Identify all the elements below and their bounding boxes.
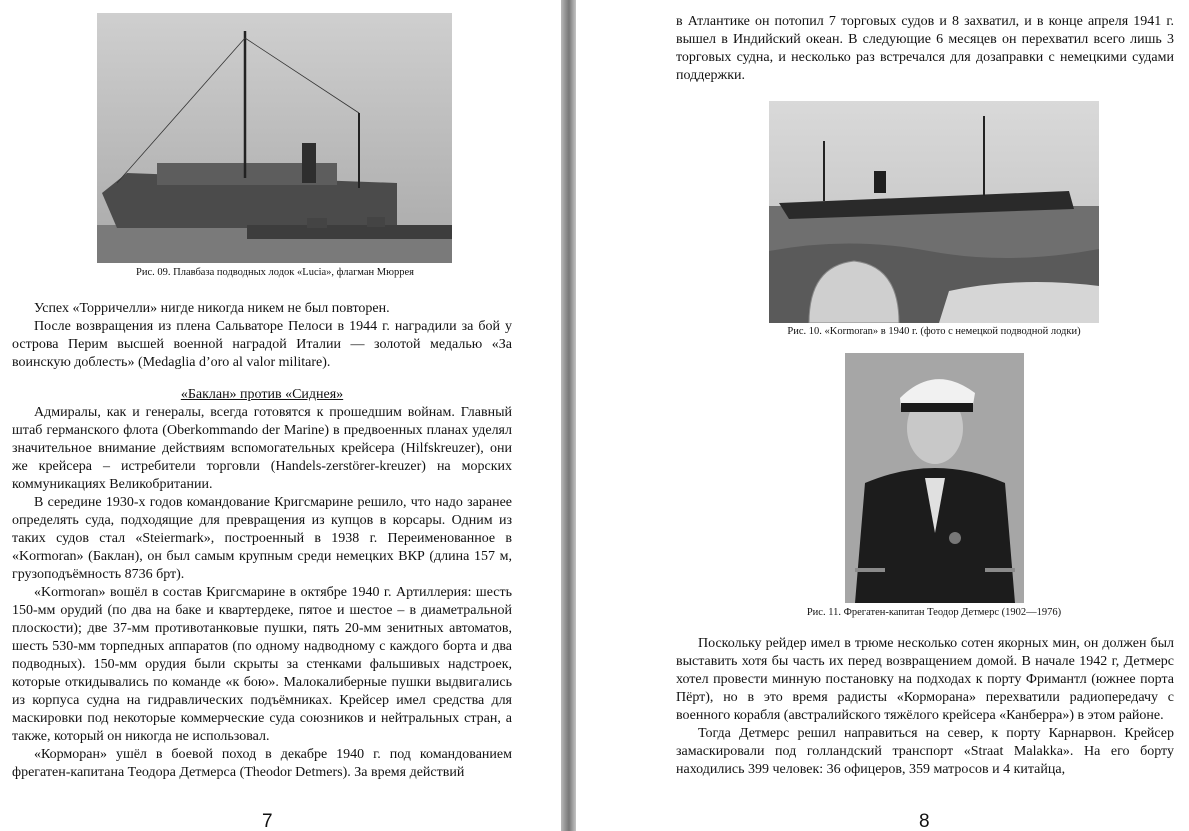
figure-09-photo xyxy=(97,13,452,263)
paragraph: Успех «Торричелли» нигде никогда никем не был повторен. xyxy=(34,301,390,316)
right-page xyxy=(576,0,1189,831)
paragraph: Тогда Детмерс решил направиться на север, к порту Карнарвон. Крейсер замаскировали под голландский транспорт «Straat Malakka». На его борту находились 399 человек: 36 офицеров, 359 матросов и 4 китайца, xyxy=(676,726,1174,777)
figure-09-caption: Рис. 09. Плавбаза подводных лодок «Lucia», флагман Мюррея xyxy=(136,267,414,278)
paragraph: в Атлантике он потопил 7 торговых судов и 8 захватил, и в конце апреля 1941 г. вышел в Индийский океан. В следующие 6 месяцев он перехватил всего лишь 3 торговых судна, и несколько раз встречался для дозаправки с немецкими судами поддержки. xyxy=(676,14,1174,83)
kormoran-ship-image xyxy=(769,101,1099,323)
paragraph: После возвращения из плена Сальваторе Пелоси в 1944 г. наградили за бой у острова Перим высшей военной наградой Италии — золотой медалью «За воинскую доблесть» (Medaglia d’oro al valor militare). xyxy=(12,319,512,370)
page-gutter xyxy=(561,0,576,831)
section-heading: «Баклан» против «Сиднея» xyxy=(180,387,344,402)
detmers-portrait-image xyxy=(845,353,1024,603)
top-paragraph xyxy=(676,13,1174,85)
paragraph: «Kormoran» вошёл в состав Кригсмарине в октябре 1940 г. Артиллерия: шесть 150-мм орудий (по два на баке и квартердеке, пятое и шестое – в диаметральной плоскости); две 37-мм противотанковые пушки, пять 20-мм зенитных автоматов, шесть 530-мм торпедных аппаратов (по одному надводному с каждого борта и два подводных). 150-мм орудия были скрыты за стенками фальшивых надстроек, которые откидывались по команде «к бою». Малокалиберные пушки выдвигались из корпуса судна на гидравлических подъёмниках. Крейсер имел средства для маскировки под некоторые коммерческие суда союзников и нейтральных стран, а также, который он никогда не использовал. xyxy=(12,585,512,744)
left-page xyxy=(0,0,561,831)
figure-10-caption: Рис. 10. «Kormoran» в 1940 г. (фото с немецкой подводной лодки) xyxy=(787,326,1081,337)
figure-11-photo xyxy=(845,353,1024,603)
page-number: 8 xyxy=(919,811,930,831)
bottom-paragraphs xyxy=(676,635,1174,779)
paragraph: «Корморан» ушёл в боевой поход в декабре 1940 г. под командованием фрегатен-капитана Теодора Детмерса (Theodor Detmers). За время действий xyxy=(12,747,512,780)
submarine-tender-ship-image xyxy=(97,13,452,263)
main-paragraphs xyxy=(12,404,512,782)
paragraph: Адмиралы, как и генералы, всегда готовятся к прошедшим войнам. Главный штаб германского флота (Oberkommando der Marine) в предвоенных планах уделял значительное внимание действиям вспомогательных крейсера (Hilfskreuzer), они же крейсера – истребители торговли (Handels-zerstörer-kreuzer) на морских коммуникациях Великобритании. xyxy=(12,405,512,492)
paragraph: В середине 1930-х годов командование Кригсмарине решило, что надо заранее определять суда, подходящие для превращения из купцов в корсары. Одним из таких судов стал «Steiermark», построенный в 1938 г. Переименованное в «Kormoran» (Баклан), он был самым крупным среди немецких ВКР (длина 157 м, грузоподъёмность 8736 брт). xyxy=(12,495,512,582)
intro-paragraphs xyxy=(12,300,512,372)
figure-10-photo xyxy=(769,101,1099,323)
paragraph: Поскольку рейдер имел в трюме несколько сотен якорных мин, он должен был выставить хотя бы часть их перед возвращением домой. В начале 1942 г, Детмерс хотел провести минную постановку на подходах к порту Фримантл (южнее порта Пёрт), но в это время радисты «Корморана» перехватили радиопередачу с военного корабля (австралийского тяжёлого крейсера «Канберра») в этом районе. xyxy=(676,636,1174,723)
figure-11-caption: Рис. 11. Фрегатен-капитан Теодор Детмерс (1902—1976) xyxy=(806,607,1062,618)
page-number: 7 xyxy=(262,811,273,831)
